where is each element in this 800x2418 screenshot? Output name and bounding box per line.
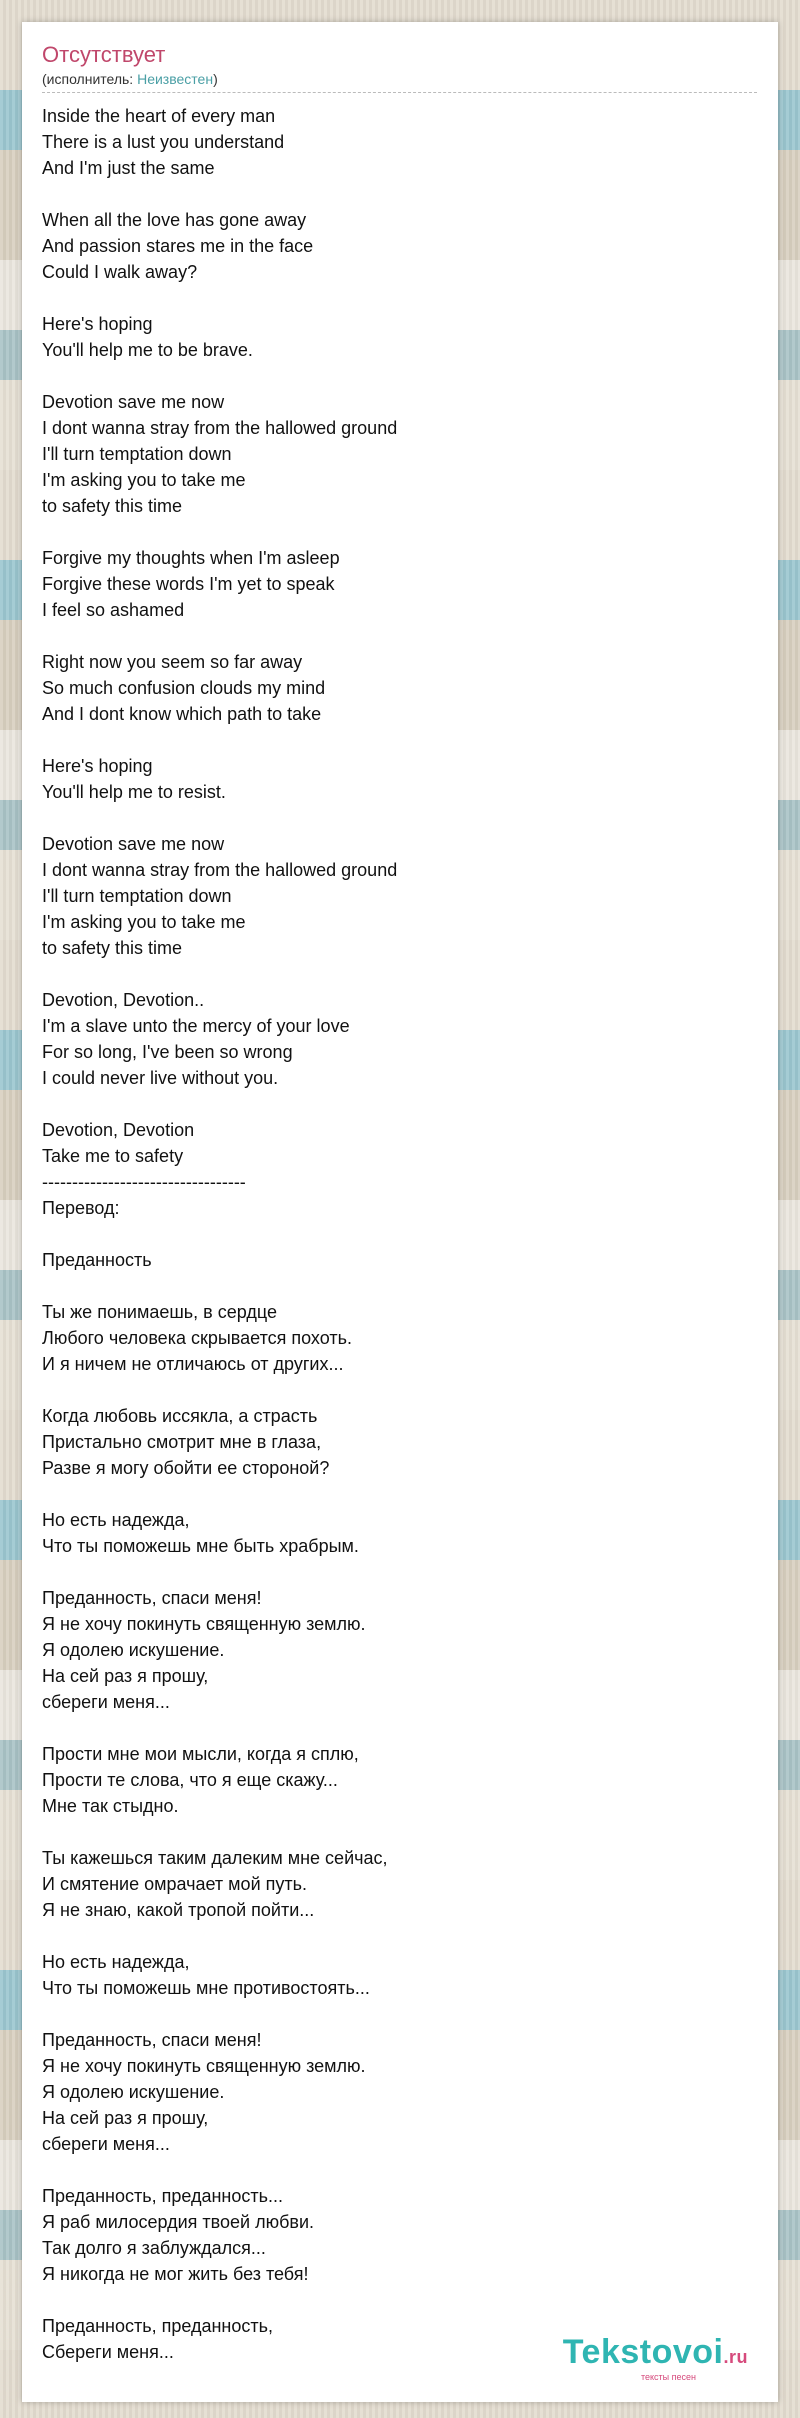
lyric-line: I'm asking you to take me (42, 470, 246, 490)
lyric-line (42, 623, 758, 649)
lyric-line: Преданность, спаси меня! (42, 1588, 262, 1608)
lyric-line: Я раб милосердия твоей любви. (42, 2212, 315, 2232)
lyric-line: Но есть надежда, (42, 1510, 190, 1530)
lyric-line (42, 363, 758, 389)
lyric-line: Преданность, спаси меня! (42, 2030, 262, 2050)
lyric-line: На сей раз я прошу, (42, 1666, 209, 1686)
lyric-line: I feel so ashamed (42, 600, 185, 620)
lyric-line: Я одолею искушение. (42, 1640, 225, 1660)
lyric-line (42, 727, 758, 753)
lyric-line: to safety this time (42, 496, 183, 516)
lyric-line: And I dont know which path to take (42, 704, 322, 724)
lyric-line (42, 1273, 758, 1299)
lyric-line: I dont wanna stray from the hallowed ground (42, 418, 398, 438)
lyric-line: На сей раз я прошу, (42, 2108, 209, 2128)
lyric-line: Преданность, преданность... (42, 2186, 283, 2206)
lyric-line (42, 1559, 758, 1585)
lyric-line (42, 1923, 758, 1949)
lyric-line: You'll help me to resist. (42, 782, 226, 802)
lyric-line (42, 181, 758, 207)
lyric-line (42, 2287, 758, 2313)
lyric-line: Сбереги меня... (42, 2342, 174, 2362)
lyric-line: сбереги меня... (42, 1692, 170, 1712)
lyric-line: Forgive my thoughts when I'm asleep (42, 548, 340, 568)
lyric-line: Что ты поможешь мне быть храбрым. (42, 1536, 359, 1556)
lyric-line: Inside the heart of every man (42, 106, 276, 126)
lyric-line: Прости те слова, что я еще скажу... (42, 1770, 338, 1790)
lyric-line: Could I walk away? (42, 262, 198, 282)
lyric-line: Перевод: (42, 1198, 120, 1218)
site-logo[interactable] (563, 2335, 748, 2382)
lyric-line: I'm a slave unto the mercy of your love (42, 1016, 350, 1036)
logo-tagline: тексты песен (640, 2372, 696, 2382)
lyric-line: Когда любовь иссякла, а страсть (42, 1406, 318, 1426)
lyric-line: Я не знаю, какой тропой пойти... (42, 1900, 315, 1920)
lyric-line: You'll help me to be brave. (42, 340, 253, 360)
lyric-line: И смятение омрачает мой путь. (42, 1874, 307, 1894)
lyric-line: Я не хочу покинуть священную землю. (42, 2056, 366, 2076)
lyric-line: Преданность, преданность, (42, 2316, 273, 2336)
lyric-line (42, 1091, 758, 1117)
lyric-line (42, 1221, 758, 1247)
logo-main-text: Tekstovoi (562, 2333, 724, 2371)
lyric-line: Devotion, Devotion (42, 1120, 195, 1140)
performer-prefix: (исполнитель: (42, 71, 138, 87)
lyric-line: Ты кажешься таким далеким мне сейчас, (42, 1848, 388, 1868)
lyric-line: I'll turn temptation down (42, 886, 232, 906)
lyric-line (42, 285, 758, 311)
lyric-line: Devotion save me now (42, 392, 225, 412)
lyrics-text (42, 103, 758, 2365)
lyric-line (42, 1715, 758, 1741)
lyric-line: Devotion save me now (42, 834, 225, 854)
lyric-line: Here's hoping (42, 314, 153, 334)
lyric-line: Прости мне мои мысли, когда я сплю, (42, 1744, 359, 1764)
performer-line (42, 70, 757, 93)
lyric-line (42, 1819, 758, 1845)
lyric-line: So much confusion clouds my mind (42, 678, 326, 698)
lyric-line: Пристально смотрит мне в глаза, (42, 1432, 322, 1452)
logo-domain: .ru (723, 2347, 748, 2367)
lyric-line: Любого человека скрывается похоть. (42, 1328, 352, 1348)
lyric-line: Но есть надежда, (42, 1952, 190, 1972)
lyric-line: And passion stares me in the face (42, 236, 314, 256)
lyric-line (42, 2157, 758, 2183)
lyric-line: Я не хочу покинуть священную землю. (42, 1614, 366, 1634)
lyric-line (42, 961, 758, 987)
lyric-line: Преданность (42, 1250, 152, 1270)
lyric-line: Я одолею искушение. (42, 2082, 225, 2102)
lyric-line: Here's hoping (42, 756, 153, 776)
logo-wordmark (563, 2335, 748, 2374)
performer-suffix: ) (213, 71, 218, 87)
lyric-line: Разве я могу обойти ее стороной? (42, 1458, 330, 1478)
lyric-line: Right now you seem so far away (42, 652, 303, 672)
lyric-line: Я никогда не мог жить без тебя! (42, 2264, 309, 2284)
lyric-line (42, 1481, 758, 1507)
lyric-line: Что ты поможешь мне противостоять... (42, 1978, 370, 1998)
lyric-line: Forgive these words I'm yet to speak (42, 574, 335, 594)
lyric-line: There is a lust you understand (42, 132, 285, 152)
lyric-line (42, 1377, 758, 1403)
lyric-line: I'll turn temptation down (42, 444, 232, 464)
lyric-line: to safety this time (42, 938, 183, 958)
lyric-line: Take me to safety (42, 1146, 184, 1166)
lyric-line: И я ничем не отличаюсь от других... (42, 1354, 344, 1374)
song-title: Отсутствует (42, 42, 166, 67)
lyric-line: Мне так стыдно. (42, 1796, 179, 1816)
lyric-line: сбереги меня... (42, 2134, 170, 2154)
lyric-line: I could never live without you. (42, 1068, 279, 1088)
lyric-line: I'm asking you to take me (42, 912, 246, 932)
lyric-line: Так долго я заблуждался... (42, 2238, 266, 2258)
lyric-line: ---------------------------------- (42, 1172, 246, 1192)
lyric-line (42, 2001, 758, 2027)
lyric-line: I dont wanna stray from the hallowed ground (42, 860, 398, 880)
performer-link[interactable]: Неизвестен (137, 71, 214, 87)
lyric-line (42, 805, 758, 831)
lyric-line: When all the love has gone away (42, 210, 307, 230)
lyric-line: For so long, I've been so wrong (42, 1042, 293, 1062)
lyrics-card (22, 22, 778, 2402)
lyric-line: Devotion, Devotion.. (42, 990, 205, 1010)
lyric-line: And I'm just the same (42, 158, 215, 178)
lyric-line (42, 519, 758, 545)
lyric-line: Ты же понимаешь, в сердце (42, 1302, 277, 1322)
